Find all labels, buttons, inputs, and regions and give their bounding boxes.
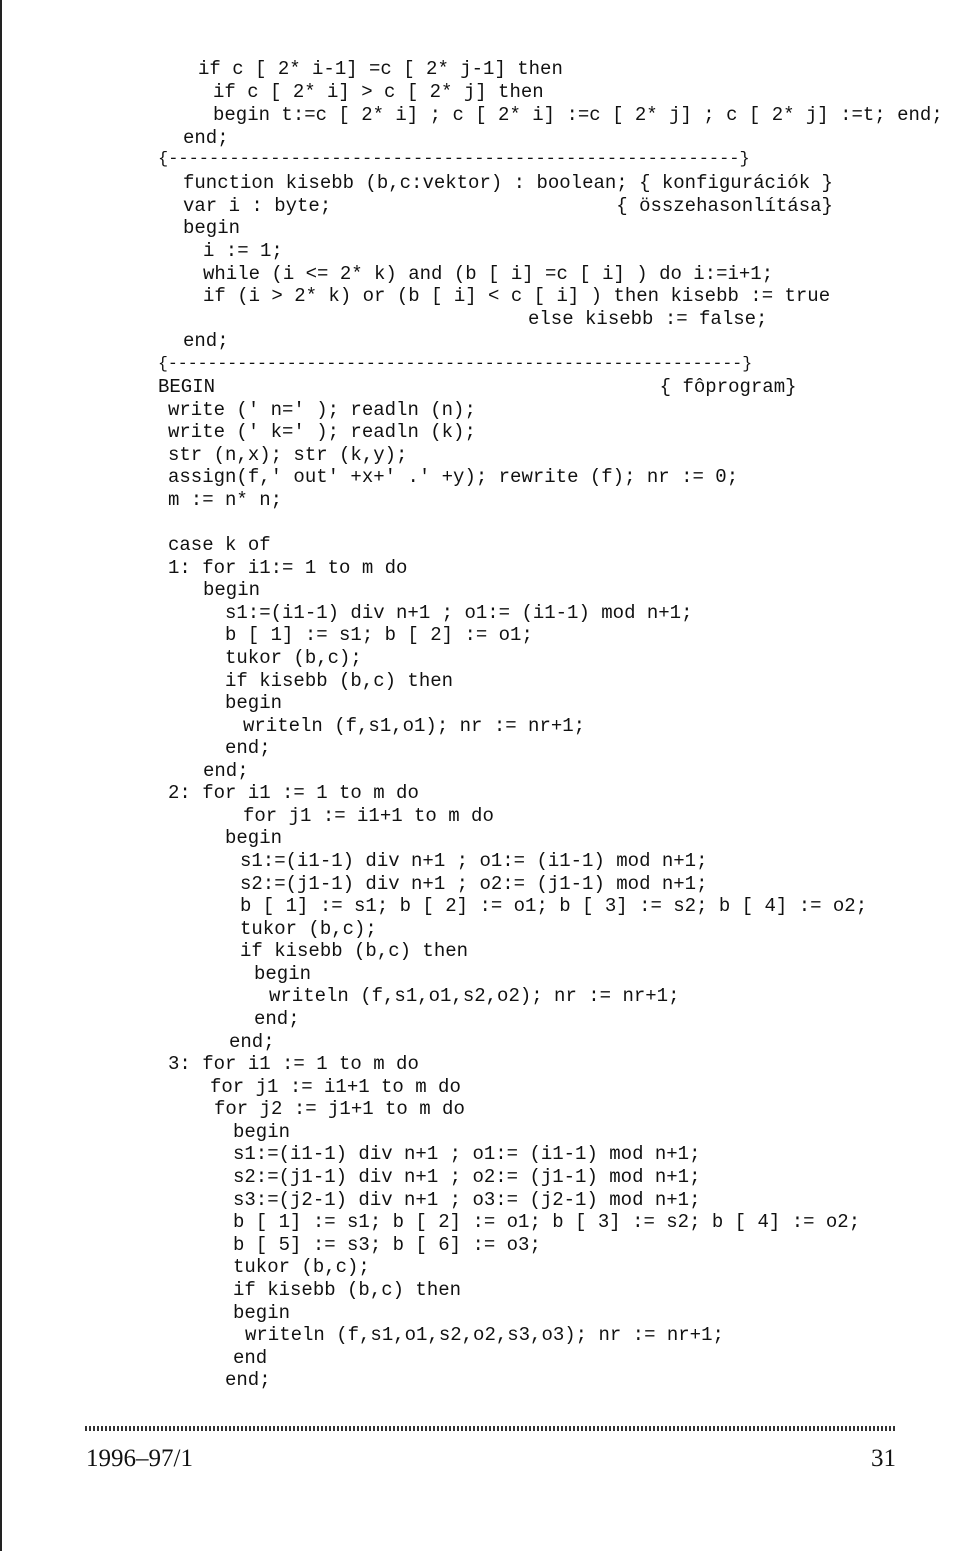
code-line: tukor (b,c);	[240, 918, 377, 940]
code-comment-separator: {--------------------------------------------------------}	[158, 150, 750, 169]
code-line: s2:=(j1-1) div n+1 ; o2:= (j1-1) mod n+1;	[233, 1166, 701, 1188]
code-line: 3: for i1 := 1 to m do	[168, 1053, 419, 1075]
code-line: end	[233, 1347, 268, 1369]
footer-issue: 1996–97/1	[86, 1445, 193, 1472]
code-line: s2:=(j1-1) div n+1 ; o2:= (j1-1) mod n+1;	[240, 873, 708, 895]
code-line: if kisebb (b,c) then	[233, 1279, 462, 1301]
code-line: s3:=(j2-1) div n+1 ; o3:= (j2-1) mod n+1;	[233, 1189, 701, 1211]
code-line: if c [ 2* i] > c [ 2* j] then	[213, 81, 544, 103]
code-line: while (i <= 2* k) and (b [ i] =c [ i] ) do i:=i+1;	[203, 263, 774, 285]
code-line: b [ 1] := s1; b [ 2] := o1;	[225, 624, 533, 646]
code-line: var i : byte; { összehasonlítása}	[183, 195, 833, 217]
code-line: write (' n=' ); readln (n);	[168, 399, 476, 421]
code-line: end;	[254, 1008, 300, 1030]
code-line: 2: for i1 := 1 to m do	[168, 782, 419, 804]
code-line: BEGIN { fôprogram}	[158, 376, 797, 398]
code-line: if kisebb (b,c) then	[240, 940, 469, 962]
code-line: end;	[183, 330, 229, 352]
code-line: begin	[233, 1121, 291, 1143]
code-line: s1:=(i1-1) div n+1 ; o1:= (i1-1) mod n+1;	[233, 1143, 701, 1165]
code-line: else kisebb := false;	[528, 308, 768, 330]
code-line: begin	[203, 579, 261, 601]
code-line: begin	[225, 827, 283, 849]
code-line: tukor (b,c);	[225, 647, 362, 669]
code-line: case k of	[168, 534, 271, 556]
code-line: begin	[254, 963, 312, 985]
code-comment-separator: {----------------------------------------------------------}	[158, 354, 753, 373]
code-line: if (i > 2* k) or (b [ i] < c [ i] ) then kisebb := true	[203, 285, 831, 307]
code-line: str (n,x); str (k,y);	[168, 444, 408, 466]
code-line: b [ 5] := s3; b [ 6] := o3;	[233, 1234, 541, 1256]
code-line: begin t:=c [ 2* i] ; c [ 2* i] :=c [ 2* j] ; c [ 2* j] :=t; end;	[213, 104, 943, 126]
code-line: assign(f,' out' +x+' .' +y); rewrite (f); nr := 0;	[168, 466, 739, 488]
code-line: for j1 := i1+1 to m do	[210, 1076, 461, 1098]
code-line: begin	[233, 1302, 291, 1324]
code-line: begin	[183, 217, 241, 239]
code-line: b [ 1] := s1; b [ 2] := o1; b [ 3] := s2; b [ 4] := o2;	[233, 1211, 861, 1233]
code-line: for j2 := j1+1 to m do	[214, 1098, 465, 1120]
code-line: writeln (f,s1,o1,s2,o2); nr := nr+1;	[269, 985, 680, 1007]
footer-rule	[85, 1426, 897, 1431]
code-line: end;	[183, 127, 229, 149]
code-line: write (' k=' ); readln (k);	[168, 421, 476, 443]
code-line: end;	[225, 737, 271, 759]
code-line: writeln (f,s1,o1); nr := nr+1;	[243, 715, 586, 737]
code-line: if kisebb (b,c) then	[225, 670, 454, 692]
code-line: s1:=(i1-1) div n+1 ; o1:= (i1-1) mod n+1;	[240, 850, 708, 872]
footer-page-number: 31	[871, 1445, 896, 1472]
code-line: if c [ 2* i-1] =c [ 2* j-1] then	[198, 58, 563, 80]
code-line: function kisebb (b,c:vektor) : boolean; { konfigurációk }	[183, 172, 833, 194]
code-line: 1: for i1:= 1 to m do	[168, 557, 408, 579]
code-line: b [ 1] := s1; b [ 2] := o1; b [ 3] := s2; b [ 4] := o2;	[240, 895, 868, 917]
code-line: writeln (f,s1,o1,s2,o2,s3,o3); nr := nr+1;	[245, 1324, 724, 1346]
code-line: end;	[225, 1369, 271, 1391]
code-line: end;	[229, 1031, 275, 1053]
code-line: m := n* n;	[168, 489, 283, 511]
code-line: begin	[225, 692, 283, 714]
code-line: for j1 := i1+1 to m do	[243, 805, 494, 827]
code-line: i := 1;	[203, 240, 283, 262]
code-line: s1:=(i1-1) div n+1 ; o1:= (i1-1) mod n+1;	[225, 602, 693, 624]
code-line: end;	[203, 760, 249, 782]
code-line: tukor (b,c);	[233, 1256, 370, 1278]
